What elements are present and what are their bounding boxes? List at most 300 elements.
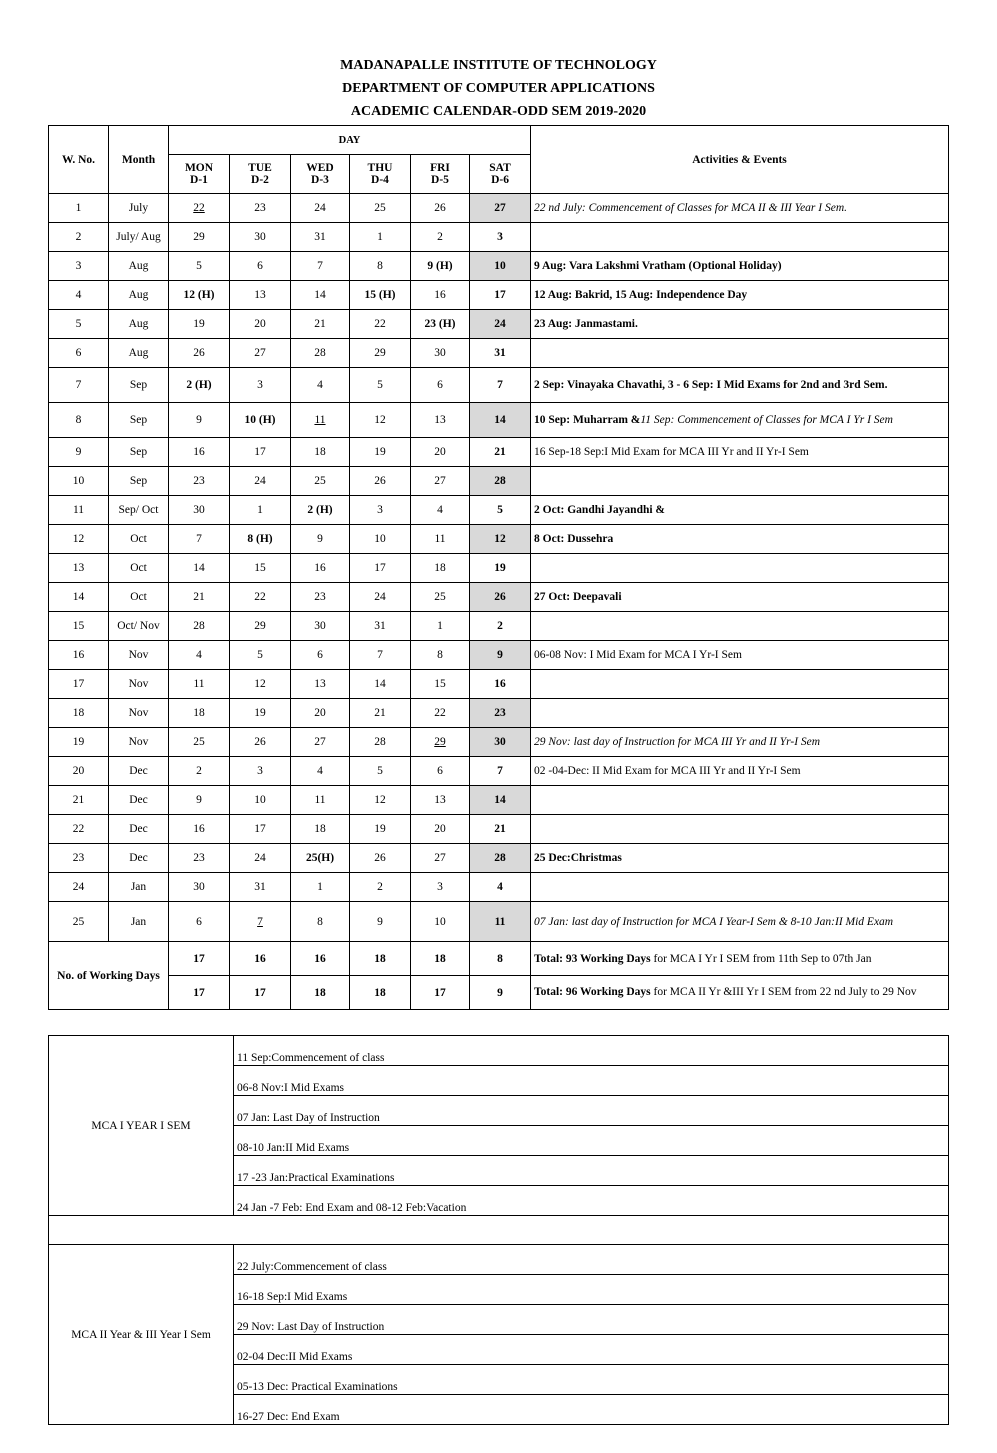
summary-row bbox=[49, 1245, 949, 1275]
day-cell bbox=[411, 438, 470, 467]
week-number: 23 bbox=[49, 844, 109, 873]
day-value: 2 (H) bbox=[186, 379, 212, 391]
header-activities: Activities & Events bbox=[531, 126, 949, 194]
day-value: 7 bbox=[317, 260, 323, 272]
summary-spacer-cell bbox=[49, 1216, 949, 1245]
day-cell bbox=[291, 670, 350, 699]
day-value: 16 bbox=[193, 823, 205, 835]
day-cell bbox=[291, 612, 350, 641]
day-value: 10 bbox=[374, 533, 386, 545]
day-value: 20 bbox=[314, 707, 326, 719]
week-number: 15 bbox=[49, 612, 109, 641]
week-row bbox=[49, 699, 949, 728]
week-number: 22 bbox=[49, 815, 109, 844]
week-month: Oct bbox=[109, 583, 169, 612]
day-name: THU bbox=[367, 162, 393, 174]
week-month: Aug bbox=[109, 252, 169, 281]
day-cell bbox=[169, 194, 230, 223]
week-number: 12 bbox=[49, 525, 109, 554]
day-cell bbox=[230, 815, 291, 844]
day-value: 23 bbox=[314, 591, 326, 603]
day-value: 4 bbox=[317, 765, 323, 777]
day-value: 10 (H) bbox=[244, 414, 276, 426]
activity-cell bbox=[531, 873, 949, 902]
day-value: 25 bbox=[193, 736, 205, 748]
day-value: 30 bbox=[494, 736, 506, 748]
summary-event: 06-8 Nov:I Mid Exams bbox=[234, 1066, 949, 1096]
day-cell bbox=[411, 223, 470, 252]
day-value: 8 bbox=[437, 649, 443, 661]
day-value: 27 bbox=[314, 736, 326, 748]
summary-event: 07 Jan: Last Day of Instruction bbox=[234, 1096, 949, 1126]
summary-group-name: MCA I YEAR I SEM bbox=[49, 1036, 234, 1216]
working-days-count: 18 bbox=[350, 942, 411, 976]
day-value: 4 bbox=[317, 379, 323, 391]
day-cell bbox=[350, 467, 411, 496]
day-value: 26 bbox=[374, 852, 386, 864]
activity-cell bbox=[531, 368, 949, 403]
day-cell bbox=[350, 612, 411, 641]
week-month: Dec bbox=[109, 757, 169, 786]
week-month: Aug bbox=[109, 281, 169, 310]
week-row bbox=[49, 467, 949, 496]
day-cell bbox=[411, 728, 470, 757]
day-value: 11 bbox=[193, 678, 205, 690]
working-days-label: No. of Working Days bbox=[49, 942, 169, 1010]
day-value: 4 bbox=[497, 881, 503, 893]
working-days-count: 18 bbox=[411, 942, 470, 976]
day-cell bbox=[470, 641, 531, 670]
day-value: 23 bbox=[193, 475, 205, 487]
week-number: 9 bbox=[49, 438, 109, 467]
day-cell bbox=[169, 438, 230, 467]
day-value: 16 bbox=[193, 446, 205, 458]
day-value: 17 bbox=[374, 562, 386, 574]
day-value: 21 bbox=[374, 707, 386, 719]
day-value: 14 bbox=[494, 794, 506, 806]
activity-cell bbox=[531, 844, 949, 873]
day-value: 7 bbox=[497, 765, 503, 777]
day-cell bbox=[169, 844, 230, 873]
week-number: 16 bbox=[49, 641, 109, 670]
day-value: 9 bbox=[196, 414, 202, 426]
day-cell bbox=[169, 699, 230, 728]
total-detail: for MCA I Yr I SEM from 11th Sep to 07th Jan bbox=[650, 952, 872, 965]
week-row bbox=[49, 368, 949, 403]
week-row bbox=[49, 281, 949, 310]
day-value: 3 bbox=[257, 765, 263, 777]
day-value: 6 bbox=[317, 649, 323, 661]
day-cell bbox=[169, 612, 230, 641]
activity-cell bbox=[531, 554, 949, 583]
day-cell bbox=[230, 670, 291, 699]
week-row bbox=[49, 641, 949, 670]
day-cell bbox=[169, 223, 230, 252]
week-month: Aug bbox=[109, 310, 169, 339]
day-cell bbox=[291, 728, 350, 757]
activity-cell bbox=[531, 438, 949, 467]
day-cell bbox=[411, 670, 470, 699]
day-cell bbox=[291, 403, 350, 438]
activity-cell bbox=[531, 583, 949, 612]
day-value: 22 bbox=[374, 318, 386, 330]
day-value: 16 bbox=[434, 289, 446, 301]
day-value: 30 bbox=[314, 620, 326, 632]
week-month: July bbox=[109, 194, 169, 223]
day-cell bbox=[470, 339, 531, 368]
day-cell bbox=[470, 281, 531, 310]
day-cell bbox=[470, 252, 531, 281]
week-month: Oct bbox=[109, 525, 169, 554]
day-value: 9 (H) bbox=[427, 260, 453, 272]
day-value: 3 bbox=[437, 881, 443, 893]
week-number: 6 bbox=[49, 339, 109, 368]
day-cell bbox=[230, 641, 291, 670]
activity-text: 2 Oct: Gandhi Jayandhi & bbox=[534, 504, 666, 516]
activity-cell bbox=[531, 902, 949, 942]
day-header-mon bbox=[169, 155, 230, 194]
week-number: 24 bbox=[49, 873, 109, 902]
working-days-count: 18 bbox=[350, 976, 411, 1010]
working-days-count: 17 bbox=[230, 976, 291, 1010]
day-value: 21 bbox=[494, 446, 506, 458]
day-cell bbox=[350, 583, 411, 612]
activity-cell bbox=[531, 641, 949, 670]
working-days-row-2 bbox=[49, 976, 949, 1010]
day-cell bbox=[291, 641, 350, 670]
week-row bbox=[49, 815, 949, 844]
day-cell bbox=[411, 194, 470, 223]
day-value: 19 bbox=[374, 446, 386, 458]
day-value: 17 bbox=[254, 823, 266, 835]
week-number: 17 bbox=[49, 670, 109, 699]
day-cell bbox=[411, 252, 470, 281]
day-cell bbox=[291, 223, 350, 252]
activity-cell bbox=[531, 403, 949, 438]
day-cell bbox=[411, 368, 470, 403]
week-month: Nov bbox=[109, 728, 169, 757]
activity-cell bbox=[531, 612, 949, 641]
summary-event: 16-18 Sep:I Mid Exams bbox=[234, 1275, 949, 1305]
day-value: 28 bbox=[494, 475, 506, 487]
working-days-total-2 bbox=[531, 976, 949, 1010]
day-value: 25 bbox=[374, 202, 386, 214]
day-value: 30 bbox=[254, 231, 266, 243]
day-value: 8 (H) bbox=[247, 533, 273, 545]
week-month: Jan bbox=[109, 873, 169, 902]
activity-cell bbox=[531, 467, 949, 496]
header-month: Month bbox=[109, 126, 169, 194]
week-row bbox=[49, 496, 949, 525]
day-cell bbox=[470, 670, 531, 699]
department-title: DEPARTMENT OF COMPUTER APPLICATIONS bbox=[342, 81, 655, 96]
day-cell bbox=[350, 496, 411, 525]
week-row bbox=[49, 612, 949, 641]
day-value: 7 bbox=[196, 533, 202, 545]
day-cell bbox=[291, 902, 350, 942]
week-row bbox=[49, 438, 949, 467]
day-cell bbox=[291, 252, 350, 281]
day-cell bbox=[169, 403, 230, 438]
week-month: Jan bbox=[109, 902, 169, 942]
summary-event: 02-04 Dec:II Mid Exams bbox=[234, 1335, 949, 1365]
week-month: Dec bbox=[109, 815, 169, 844]
day-cell bbox=[169, 641, 230, 670]
day-value: 27 bbox=[494, 202, 506, 214]
summary-event: 24 Jan -7 Feb: End Exam and 08-12 Feb:Vacation bbox=[234, 1186, 949, 1216]
week-number: 3 bbox=[49, 252, 109, 281]
day-value: 28 bbox=[374, 736, 386, 748]
week-number: 11 bbox=[49, 496, 109, 525]
day-value: 29 bbox=[254, 620, 266, 632]
day-value: 22 bbox=[434, 707, 446, 719]
day-cell bbox=[470, 496, 531, 525]
activity-text: 2 Sep: Vinayaka Chavathi, 3 - 6 Sep: I Mid Exams for 2nd and 3rd Sem. bbox=[534, 379, 888, 391]
day-cell bbox=[411, 525, 470, 554]
summary-event: 29 Nov: Last Day of Instruction bbox=[234, 1305, 949, 1335]
week-row bbox=[49, 873, 949, 902]
week-number: 5 bbox=[49, 310, 109, 339]
activity-cell bbox=[531, 786, 949, 815]
day-value: 22 bbox=[193, 202, 205, 214]
week-month: Sep bbox=[109, 467, 169, 496]
day-value: 7 bbox=[497, 379, 503, 391]
day-cell bbox=[470, 612, 531, 641]
day-cell bbox=[470, 728, 531, 757]
day-cell bbox=[470, 583, 531, 612]
activity-text: 23 Aug: Janmastami. bbox=[534, 318, 638, 330]
day-value: 15 (H) bbox=[364, 289, 396, 301]
activity-cell bbox=[531, 310, 949, 339]
activity-cell bbox=[531, 496, 949, 525]
week-number: 1 bbox=[49, 194, 109, 223]
day-code: D-2 bbox=[251, 174, 269, 186]
activity-cell bbox=[531, 223, 949, 252]
day-value: 1 bbox=[317, 881, 323, 893]
day-value: 14 bbox=[374, 678, 386, 690]
day-value: 26 bbox=[374, 475, 386, 487]
week-number: 7 bbox=[49, 368, 109, 403]
day-value: 18 bbox=[193, 707, 205, 719]
day-value: 23 bbox=[494, 707, 506, 719]
day-value: 28 bbox=[494, 852, 506, 864]
day-cell bbox=[230, 699, 291, 728]
day-value: 8 bbox=[377, 260, 383, 272]
day-value: 24 bbox=[314, 202, 326, 214]
day-value: 1 bbox=[437, 620, 443, 632]
day-cell bbox=[291, 310, 350, 339]
day-value: 21 bbox=[494, 823, 506, 835]
day-value: 9 bbox=[317, 533, 323, 545]
working-days-row-1 bbox=[49, 942, 949, 976]
day-header-tue bbox=[230, 155, 291, 194]
activity-text: 06-08 Nov: I Mid Exam for MCA I Yr-I Sem bbox=[534, 649, 742, 661]
total-detail: for MCA II Yr &III Yr I SEM from 22 nd July to 29 Nov bbox=[650, 986, 917, 998]
day-value: 23 bbox=[254, 202, 266, 214]
day-cell bbox=[470, 786, 531, 815]
summary-event: 05-13 Dec: Practical Examinations bbox=[234, 1365, 949, 1395]
activity-text: 02 -04-Dec: II Mid Exam for MCA III Yr and II Yr-I Sem bbox=[534, 765, 801, 777]
activity-cell bbox=[531, 194, 949, 223]
day-value: 31 bbox=[314, 231, 326, 243]
day-value: 14 bbox=[314, 289, 326, 301]
day-cell bbox=[169, 670, 230, 699]
day-cell bbox=[350, 281, 411, 310]
day-cell bbox=[230, 467, 291, 496]
day-name: MON bbox=[184, 162, 214, 174]
day-value: 25(H) bbox=[305, 852, 335, 864]
summary-row bbox=[49, 1036, 949, 1066]
activity-cell bbox=[531, 252, 949, 281]
day-cell bbox=[411, 554, 470, 583]
day-value: 9 bbox=[377, 915, 383, 928]
day-cell bbox=[350, 757, 411, 786]
day-code: D-4 bbox=[371, 174, 389, 186]
day-cell bbox=[350, 438, 411, 467]
day-cell bbox=[291, 339, 350, 368]
day-value: 4 bbox=[437, 504, 443, 516]
day-cell bbox=[411, 310, 470, 339]
day-value: 11 bbox=[494, 915, 506, 928]
summary-event: 08-10 Jan:II Mid Exams bbox=[234, 1126, 949, 1156]
day-cell bbox=[291, 844, 350, 873]
week-number: 10 bbox=[49, 467, 109, 496]
day-cell bbox=[470, 467, 531, 496]
title-block bbox=[0, 54, 997, 123]
day-cell bbox=[230, 873, 291, 902]
day-value: 7 bbox=[377, 649, 383, 661]
day-header-sat bbox=[470, 155, 531, 194]
day-cell bbox=[291, 583, 350, 612]
day-cell bbox=[169, 252, 230, 281]
day-cell bbox=[230, 438, 291, 467]
day-value: 19 bbox=[254, 707, 266, 719]
week-row bbox=[49, 403, 949, 438]
day-cell bbox=[169, 786, 230, 815]
day-value: 18 bbox=[434, 562, 446, 574]
day-cell bbox=[291, 281, 350, 310]
day-cell bbox=[291, 467, 350, 496]
activity-text: 22 nd July: Commencement of Classes for MCA II & III Year I Sem. bbox=[534, 202, 848, 214]
day-value: 29 bbox=[434, 736, 446, 748]
day-value: 14 bbox=[193, 562, 205, 574]
working-days-count: 17 bbox=[169, 942, 230, 976]
day-value: 12 (H) bbox=[183, 289, 215, 301]
working-days-count: 16 bbox=[230, 942, 291, 976]
day-cell bbox=[470, 368, 531, 403]
day-value: 1 bbox=[377, 231, 383, 243]
day-cell bbox=[470, 902, 531, 942]
day-value: 17 bbox=[254, 446, 266, 458]
day-cell bbox=[169, 554, 230, 583]
activity-text: 10 Sep: Muharram & bbox=[534, 414, 641, 426]
day-value: 21 bbox=[193, 591, 205, 603]
day-cell bbox=[291, 194, 350, 223]
week-row bbox=[49, 786, 949, 815]
activity-text: 27 Oct: Deepavali bbox=[534, 591, 622, 603]
day-cell bbox=[230, 252, 291, 281]
week-number: 14 bbox=[49, 583, 109, 612]
day-cell bbox=[291, 786, 350, 815]
day-cell bbox=[470, 554, 531, 583]
day-value: 2 (H) bbox=[307, 504, 333, 516]
day-cell bbox=[350, 844, 411, 873]
day-cell bbox=[350, 223, 411, 252]
day-value: 1 bbox=[257, 504, 263, 516]
day-value: 31 bbox=[494, 347, 506, 359]
day-value: 13 bbox=[254, 289, 266, 301]
day-value: 30 bbox=[193, 881, 205, 893]
day-cell bbox=[230, 612, 291, 641]
day-value: 15 bbox=[254, 562, 266, 574]
header-wno: W. No. bbox=[49, 126, 109, 194]
day-value: 9 bbox=[196, 794, 202, 806]
week-month: July/ Aug bbox=[109, 223, 169, 252]
week-month: Aug bbox=[109, 339, 169, 368]
day-cell bbox=[291, 873, 350, 902]
day-value: 24 bbox=[494, 318, 506, 330]
day-value: 7 bbox=[257, 915, 263, 928]
day-value: 6 bbox=[437, 379, 443, 391]
day-value: 12 bbox=[374, 794, 386, 806]
day-cell bbox=[291, 554, 350, 583]
week-month: Sep bbox=[109, 403, 169, 438]
day-cell bbox=[291, 438, 350, 467]
day-cell bbox=[230, 403, 291, 438]
week-month: Dec bbox=[109, 844, 169, 873]
day-value: 28 bbox=[314, 347, 326, 359]
day-cell bbox=[169, 339, 230, 368]
day-value: 12 bbox=[254, 678, 266, 690]
day-code: D-3 bbox=[311, 174, 329, 186]
day-value: 3 bbox=[497, 231, 503, 243]
day-value: 3 bbox=[377, 504, 383, 516]
day-value: 13 bbox=[434, 414, 446, 426]
day-value: 4 bbox=[196, 649, 202, 661]
day-value: 11 bbox=[434, 533, 446, 545]
day-cell bbox=[291, 496, 350, 525]
day-cell bbox=[470, 873, 531, 902]
day-cell bbox=[411, 339, 470, 368]
working-days-count: 17 bbox=[411, 976, 470, 1010]
week-row bbox=[49, 583, 949, 612]
calendar-table bbox=[48, 125, 949, 1010]
day-value: 5 bbox=[497, 504, 503, 516]
day-cell bbox=[169, 902, 230, 942]
day-cell bbox=[350, 310, 411, 339]
day-value: 26 bbox=[254, 736, 266, 748]
day-cell bbox=[350, 670, 411, 699]
day-cell bbox=[411, 844, 470, 873]
day-name: SAT bbox=[489, 162, 511, 174]
day-cell bbox=[350, 786, 411, 815]
day-value: 22 bbox=[254, 591, 266, 603]
working-days-count: 9 bbox=[470, 976, 531, 1010]
activity-cell bbox=[531, 699, 949, 728]
week-row bbox=[49, 757, 949, 786]
day-cell bbox=[411, 815, 470, 844]
activity-cell bbox=[531, 815, 949, 844]
week-number: 18 bbox=[49, 699, 109, 728]
day-cell bbox=[169, 467, 230, 496]
day-cell bbox=[230, 786, 291, 815]
week-month: Sep bbox=[109, 438, 169, 467]
week-number: 21 bbox=[49, 786, 109, 815]
day-value: 5 bbox=[196, 260, 202, 272]
day-cell bbox=[470, 403, 531, 438]
day-cell bbox=[230, 757, 291, 786]
week-month: Oct bbox=[109, 554, 169, 583]
